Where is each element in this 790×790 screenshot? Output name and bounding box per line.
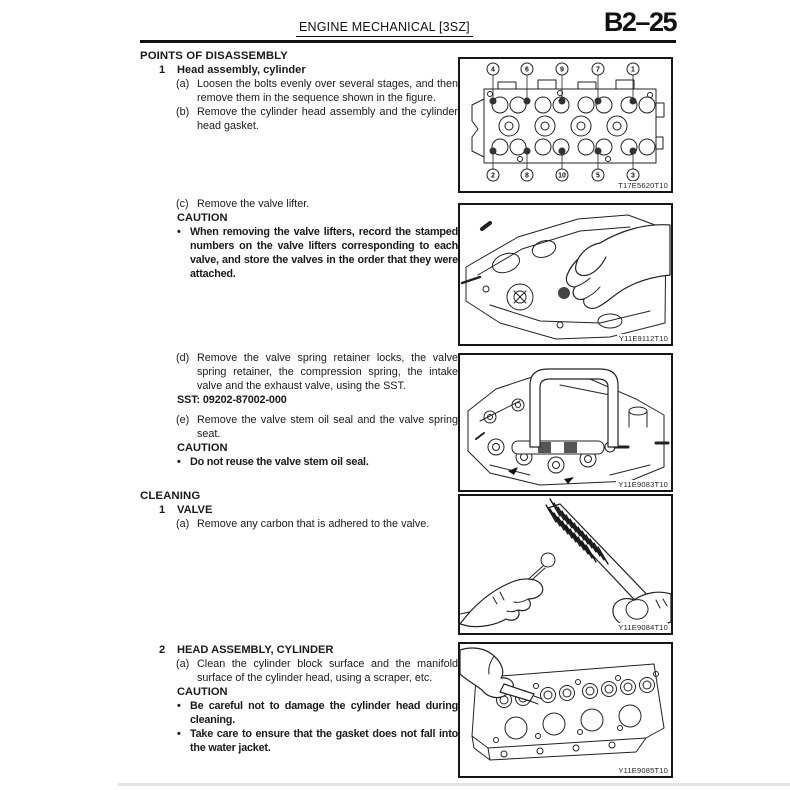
numbered-item [140,503,458,517]
block-valve-spring [140,351,458,469]
figure-code: Y11E9083T10 [618,480,668,489]
step-a: (a) Loosen the bolts evenly over several stages, and then remove them in the sequence shown in the figure. [176,78,458,104]
figure-head-scraping [458,642,673,778]
sequence-number: 9 [560,66,564,74]
step-a: (a) Remove any carbon that is adhered to the valve. [176,518,430,530]
figure-valve-cleaning [458,494,673,635]
section-heading: POINTS OF DISASSEMBLY [140,50,288,62]
block-head-assembly-cleaning [140,643,458,755]
page-title: ENGINE MECHANICAL [3SZ] [296,20,473,37]
figure-code: Y11E9112T10 [618,334,668,343]
sequence-number: 4 [491,66,495,74]
item-title: HEAD ASSEMBLY, CYLINDER [177,644,334,656]
figure-code: Y11E9085T10 [618,766,668,775]
section-heading: CLEANING [140,490,201,502]
sequence-number: 10 [558,172,566,180]
figure-code: Y11E9084T10 [618,623,668,632]
figure-valve-lifter-removal [458,203,673,346]
sst-spring-compressor-illustration [460,355,671,490]
bullet-glyph: • [177,700,181,712]
head-surface-scraper-illustration [460,644,671,776]
footer-rule [118,783,790,786]
step-e: (e) Remove the valve stem oil seal and the valve spring seat. [176,414,458,440]
numbered-item [140,63,458,77]
numbered-item [140,643,458,657]
sequence-number: 7 [596,66,600,74]
sequence-number: 2 [491,172,495,180]
valve-wire-brush-illustration [460,496,671,633]
figure-code: T17E5620T10 [618,181,668,190]
caution-bullet: • Do not reuse the valve stem oil seal. [177,456,369,468]
caution-heading: CAUTION [177,442,228,454]
item-number: 1 [159,64,166,76]
caution-bullet: • Take care to ensure that the gasket does not fall into the water jacket. [177,728,458,754]
caution-bullet: • Be careful not to damage the cylinder head during cleaning. [177,700,458,726]
section-points-of-disassembly [140,49,458,133]
bullet-glyph: • [177,728,181,740]
step-d: (d) Remove the valve spring retainer locks, the valve spring retainer, the compression spring, the intake valve and the exhaust valve, using the SST. [176,352,458,392]
figure-sst-spring-compressor [458,353,673,492]
item-title: VALVE [177,504,213,516]
caution-heading: CAUTION [177,686,228,698]
bullet-glyph: • [177,456,181,468]
valve-lifter-removal-illustration [460,205,671,344]
figure-bolt-sequence [458,57,673,193]
step-a: (a) Clean the cylinder block surface and the manifold surface of the cylinder head, using a scraper, etc. [176,658,458,684]
caution-bullet: • When removing the valve lifters, record the stamped numbers on the valve lifters corresponding to each valve, and store the valves in the order that they were attached. [177,226,458,280]
block-valve-lifter [140,197,458,281]
item-title: Head assembly, cylinder [177,64,306,76]
cylinder-head-bolt-sequence-illustration [460,59,671,191]
sequence-number: 1 [631,66,635,74]
step-c: (c) Remove the valve lifter. [176,198,310,210]
header-rule [140,40,676,43]
sequence-number: 6 [525,66,529,74]
sst-number: SST: 09202-87002-000 [177,394,287,406]
step-b: (b) Remove the cylinder head assembly and the cylinder head gasket. [176,106,458,132]
item-number: 1 [159,504,166,516]
sequence-number: 5 [596,172,600,180]
page-number: B2–25 [603,7,676,37]
sequence-number: 3 [631,172,635,180]
section-cleaning [140,489,458,531]
item-number: 2 [159,644,166,656]
bullet-glyph: • [177,226,181,238]
caution-heading: CAUTION [177,212,228,224]
sequence-number: 8 [525,172,529,180]
